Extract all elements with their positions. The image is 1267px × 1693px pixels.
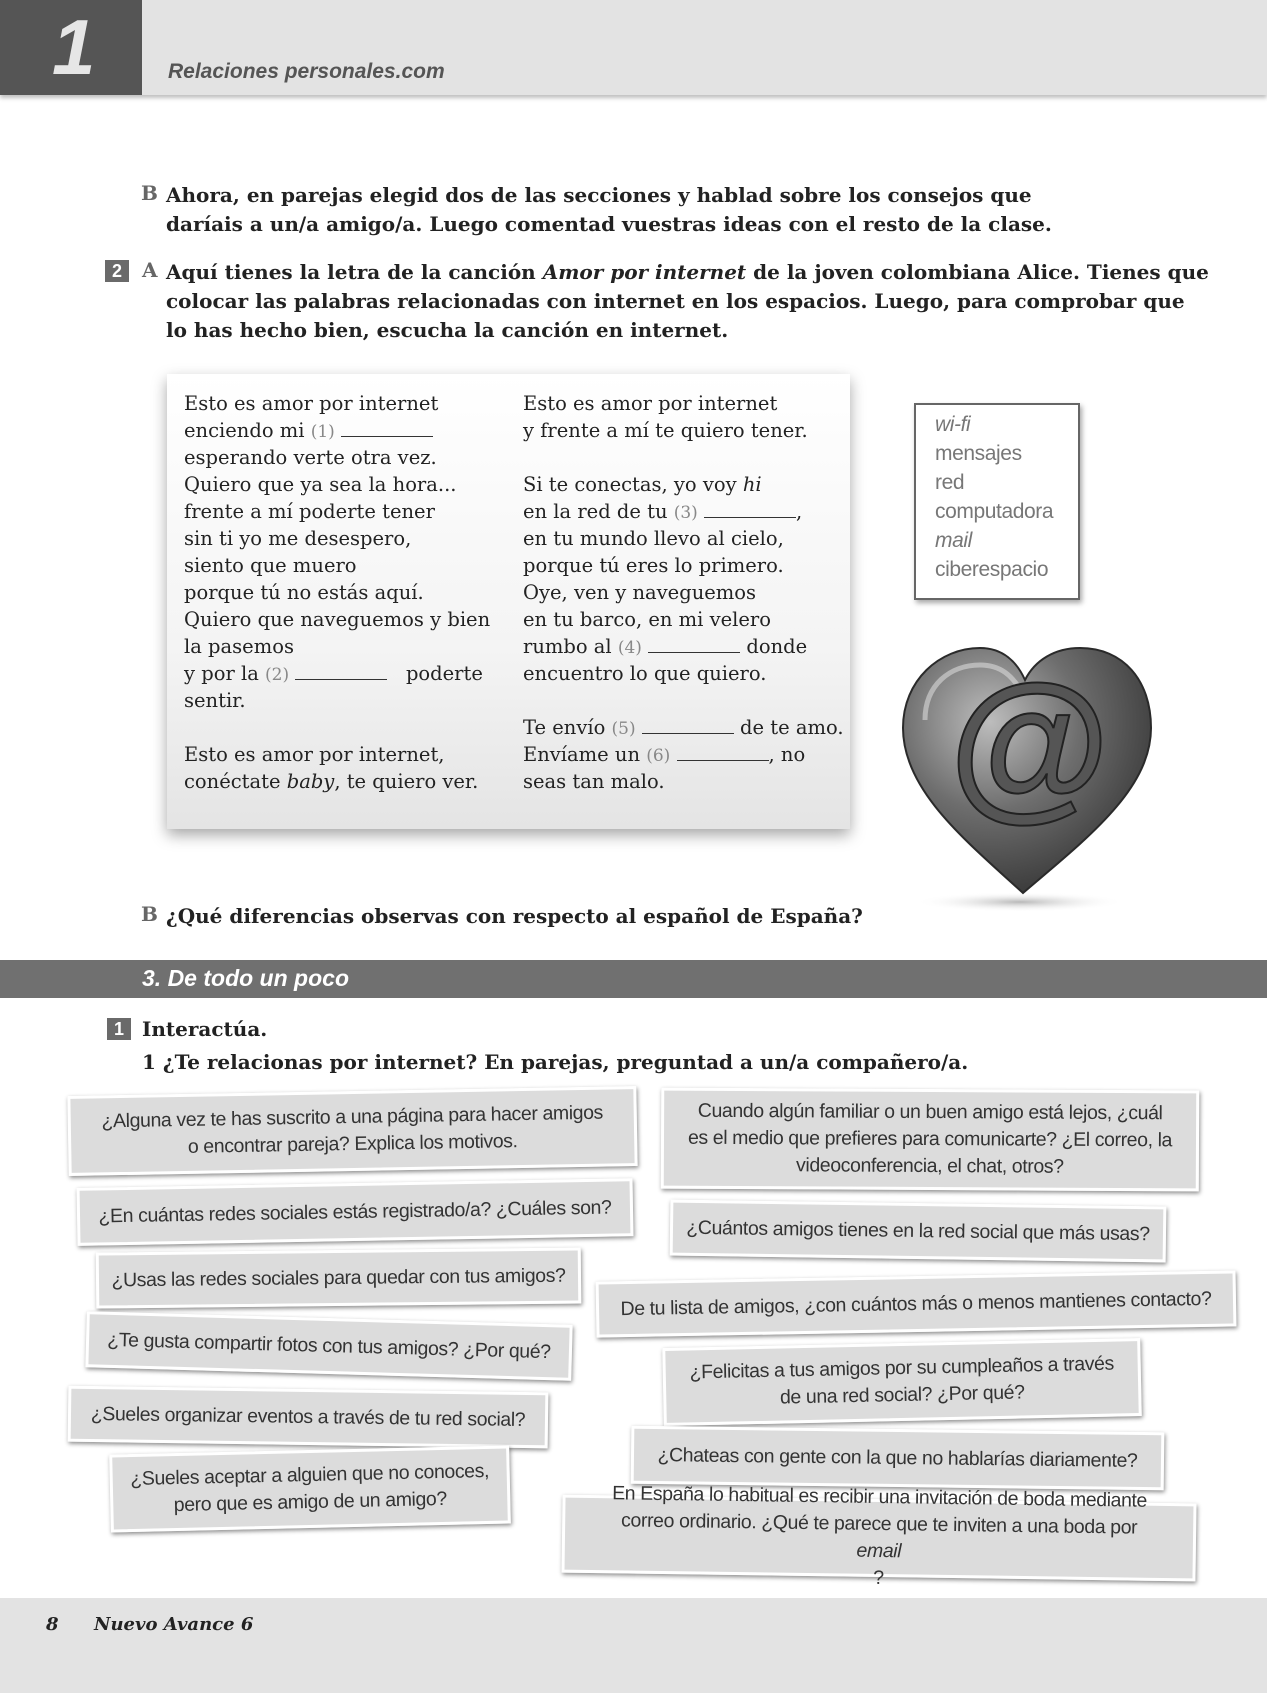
lyric-line: Esto es amor por internet [523, 392, 778, 415]
word-bank-item: mail [935, 529, 972, 552]
fill-in-blank-4[interactable] [648, 634, 740, 653]
lyric-line: porque tú no estás aquí. [184, 581, 424, 604]
lyric-line: sin ti yo me desespero, [184, 527, 412, 550]
word-bank-item: wi-fi [935, 413, 971, 436]
lyric-line: y frente a mí te quiero tener. [523, 419, 808, 442]
question-card: ¿Alguna vez te has suscrito a una página para hacer amigos o encontrar pareja? Explica los motivos. [67, 1086, 637, 1176]
blank-number: (5) [611, 719, 636, 739]
book-title: Nuevo Avance 6 [94, 1614, 254, 1635]
blank-number: (2) [265, 665, 290, 685]
fill-in-blank-3[interactable] [704, 499, 796, 518]
lyric-line: Oye, ven y naveguemos [523, 581, 757, 604]
lyric-line: Quiero que naveguemos y bien [184, 608, 491, 631]
lyric-line: Te envío (5) de te amo. [523, 716, 844, 739]
exercise-letter-b2: B [141, 902, 158, 926]
exercise-3-1-title: Interactúa. [142, 1017, 268, 1041]
blank-number: (3) [673, 503, 698, 523]
instruction-line: colocar las palabras relacionadas con internet en los espacios. Luego, para comprobar que [166, 289, 1185, 313]
exercise-2a-instruction [166, 258, 1209, 345]
blank-number: (4) [617, 638, 642, 658]
exercise-2b-question: ¿Qué diferencias observas con respecto al español de España? [166, 904, 863, 928]
lyric-line: encuentro lo que quiero. [523, 662, 767, 685]
blank-number: (6) [646, 746, 671, 766]
word-bank-item: computadora [935, 500, 1054, 523]
question-card: ¿Sueles aceptar a alguien que no conoces, pero que es amigo de un amigo? [109, 1445, 511, 1532]
heart-at-sign-icon [895, 640, 1157, 915]
lyric-line: porque tú eres lo primero. [523, 554, 784, 577]
lyric-line: Quiero que ya sea la hora... [184, 473, 457, 496]
lyric-line: Esto es amor por internet, [184, 743, 445, 766]
word-bank-item: red [935, 471, 965, 494]
lyric-line: siento que muero [184, 554, 357, 577]
unit-title: Relaciones personales.com [168, 60, 445, 83]
question-card: De tu lista de amigos, ¿con cuántos más o menos mantienes contacto? [596, 1270, 1237, 1337]
section-header-bar [0, 960, 1267, 998]
question-card: En España lo habitual es recibir una invitación de boda mediante correo ordinario. ¿Qué te parece que te inviten a una boda por email ? [561, 1495, 1196, 1582]
section-title: 3. De todo un poco [142, 965, 349, 991]
instruction-line: lo has hecho bien, escucha la canción en internet. [166, 318, 729, 342]
question-card: ¿Cuántos amigos tienes en la red social que más usas? [670, 1200, 1167, 1263]
fill-in-blank-2[interactable] [295, 661, 387, 680]
lyric-line: enciendo mi (1) [184, 417, 490, 444]
word-bank-item: ciberespacio [935, 558, 1049, 581]
lyric-line: frente a mí poderte tener [184, 500, 435, 523]
question-card: ¿Te gusta compartir fotos con tus amigos? ¿Por qué? [85, 1311, 572, 1381]
page-footer [0, 1598, 1267, 1693]
instruction-line: Aquí tienes la letra de la canción Amor por internet de la joven colombiana Alice. Tienes que [166, 260, 1209, 284]
unit-number: 1 [52, 3, 96, 91]
lyrics-column-left [184, 390, 490, 795]
lyric-line: y por la (2) poderte [184, 662, 483, 685]
question-card: Cuando algún familiar o un buen amigo está lejos, ¿cuál es el medio que prefieres para comunicarte? ¿El correo, la videoconferencia, el chat, otros? [661, 1088, 1200, 1192]
lyric-line: la pasemos [184, 635, 294, 658]
lyric-line: seas tan malo. [523, 770, 665, 793]
fill-in-blank-1[interactable] [341, 418, 433, 437]
question-card: ¿Usas las redes sociales para quedar con tus amigos? [96, 1247, 582, 1308]
lyric-line: en tu mundo llevo al cielo, [523, 527, 784, 550]
exercise-letter-b: B [141, 181, 158, 205]
question-card: ¿Felicitas a tus amigos por su cumpleaños a través de una red social? ¿Por qué? [662, 1338, 1142, 1426]
lyric-line: esperando verte otra vez. [184, 446, 437, 469]
lyric-line: conéctate baby, te quiero ver. [184, 770, 479, 793]
blank-number: (1) [310, 422, 335, 442]
lyrics-column-right [523, 390, 844, 795]
fill-in-blank-6[interactable] [677, 742, 769, 761]
word-bank-box [914, 403, 1080, 600]
lyric-line: sentir. [184, 689, 246, 712]
exercise-1b-instruction [166, 181, 1052, 239]
unit-number-box [0, 0, 142, 95]
song-title: Amor por internet [542, 260, 747, 284]
question-card: ¿Sueles organizar eventos a través de tu red social? [68, 1386, 549, 1449]
lyric-line: rumbo al (4) donde [523, 635, 808, 658]
lyric-line: Envíame un (6) , no [523, 743, 806, 766]
lyric-line: en la red de tu (3) , [523, 500, 803, 523]
svg-text:@: @ [946, 653, 1108, 837]
question-card: ¿Chateas con gente con la que no hablarías diariamente? [631, 1426, 1165, 1491]
exercise-number-1: 1 [107, 1018, 131, 1040]
lyric-line: Esto es amor por internet [184, 392, 439, 415]
song-lyrics-card [167, 374, 850, 829]
instruction-line: Ahora, en parejas elegid dos de las secciones y hablad sobre los consejos que [166, 183, 1032, 207]
instruction-line: daríais a un/a amigo/a. Luego comentad vuestras ideas con el resto de la clase. [166, 212, 1052, 236]
exercise-letter-a: A [142, 258, 158, 282]
fill-in-blank-5[interactable] [642, 715, 734, 734]
lyric-line: Si te conectas, yo voy hi [523, 473, 762, 496]
exercise-3-1-subinstruction: 1 ¿Te relacionas por internet? En parejas, preguntad a un/a compañero/a. [142, 1050, 969, 1074]
page-number: 8 [46, 1614, 59, 1635]
word-bank-item: mensajes [935, 442, 1022, 465]
question-card: ¿En cuántas redes sociales estás registrado/a? ¿Cuáles son? [77, 1178, 634, 1246]
lyric-line: en tu barco, en mi velero [523, 608, 771, 631]
exercise-number-2: 2 [105, 260, 129, 282]
